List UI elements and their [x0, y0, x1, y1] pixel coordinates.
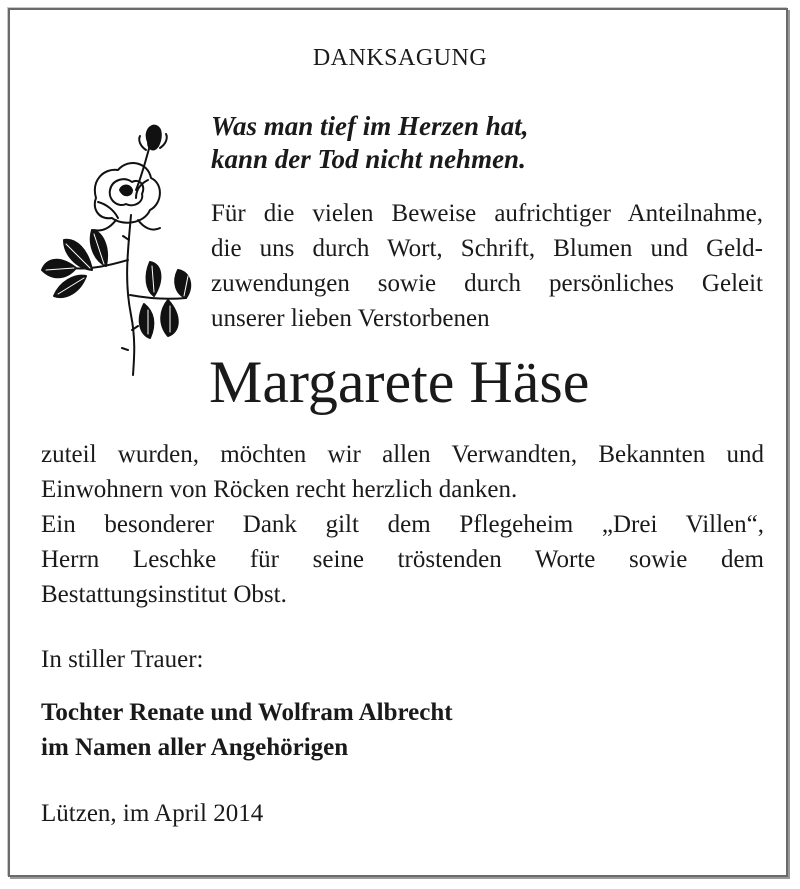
motto [211, 110, 529, 176]
intro-line: unserer lieben Verstorbenen [211, 305, 490, 332]
mourning-line: In stiller Trauer: [41, 646, 204, 673]
deceased-name: Margarete Häse [209, 349, 590, 415]
notice-heading: DANKSAGUNG [312, 45, 488, 71]
signer-line: Tochter Renate und Wolfram Albrecht [41, 699, 453, 726]
body-text [41, 437, 764, 612]
body-line: Herrn Leschke für seine tröstenden Worte sowie dem [41, 546, 764, 573]
body-line: zuteil wurden, möchten wir allen Verwandten, Bekannten und [41, 441, 764, 468]
motto-line: kann der Tod nicht nehmen. [211, 144, 526, 174]
body-line: Einwohnern von Röcken recht herzlich danken. [41, 476, 518, 503]
place-date: Lützen, im April 2014 [41, 800, 264, 827]
body-line: Bestattungsinstitut Obst. [41, 581, 287, 608]
intro-line: zuwendungen sowie durch persönliches Geleit [211, 270, 763, 297]
rose-icon [36, 120, 196, 378]
intro-line: die uns durch Wort, Schrift, Blumen und Geld- [211, 235, 763, 262]
intro-line: Für die vielen Beweise aufrichtiger Anteilnahme, [211, 200, 763, 227]
motto-line: Was man tief im Herzen hat, [211, 111, 529, 141]
signer-line: im Namen aller Angehörigen [41, 734, 349, 761]
signers [41, 695, 453, 765]
body-line: Ein besonderer Dank gilt dem Pflegeheim „Drei Villen“, [41, 511, 764, 538]
intro-text [211, 196, 763, 336]
